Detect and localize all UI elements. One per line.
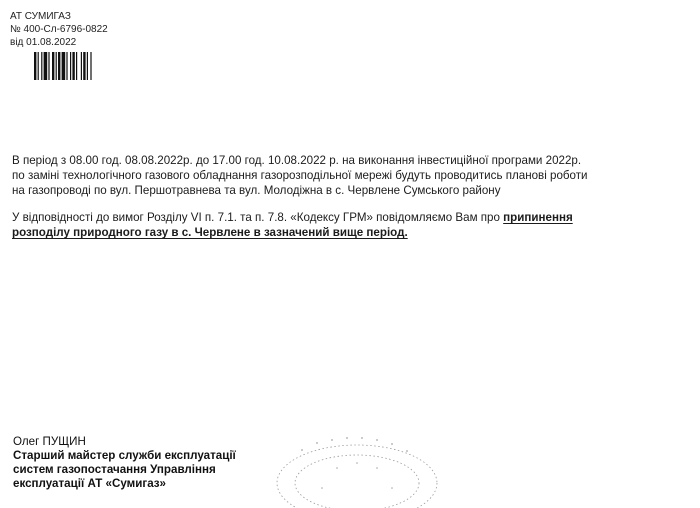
paragraph-1-line-3: на газопроводі по вул. Першотравнева та вул. Молодіжна в с. Червлене Сумського району	[12, 184, 501, 197]
barcode-icon	[34, 52, 124, 80]
document-header	[10, 10, 108, 49]
gas-supply-stop-emphasis: припинення	[503, 211, 573, 224]
document-number: № 400-Сл-6796-0822	[10, 24, 108, 35]
signatory-name: Олег ПУЩИН	[13, 435, 86, 448]
signatory-position-line-3: експлуатації АТ «Сумигаз»	[13, 477, 167, 490]
notice-paragraph-1	[12, 153, 588, 198]
signature-block	[13, 435, 236, 491]
company-name: АТ СУМИГАЗ	[10, 11, 71, 22]
paragraph-2-line-2: розподілу природного газу в с. Червлене в зазначений вище період.	[12, 226, 408, 239]
signatory-position-line-1: Старший майстер служби експлуатації	[13, 449, 236, 462]
paragraph-2-line-1	[12, 210, 573, 225]
paragraph-1-line-2: по заміні технологічного газового обладнання газорозподільної мережі будуть проводитись планові роботи	[12, 169, 588, 182]
document-date: від 01.08.2022	[10, 37, 77, 48]
paragraph-1-line-1: В період з 08.00 год. 08.08.2022р. до 17.00 год. 10.08.2022 р. на виконання інвестиційної програми 2022р.	[12, 154, 582, 167]
paragraph-2-line-1-text: У відповідності до вимог Розділу VI п. 7.1. та п. 7.8. «Кодексу ГРМ» повідомляємо Вам про	[12, 211, 504, 224]
signatory-position-line-2: систем газопостачання Управління	[13, 463, 216, 476]
notice-paragraph-2	[12, 210, 573, 240]
stamp-icon	[262, 428, 442, 508]
